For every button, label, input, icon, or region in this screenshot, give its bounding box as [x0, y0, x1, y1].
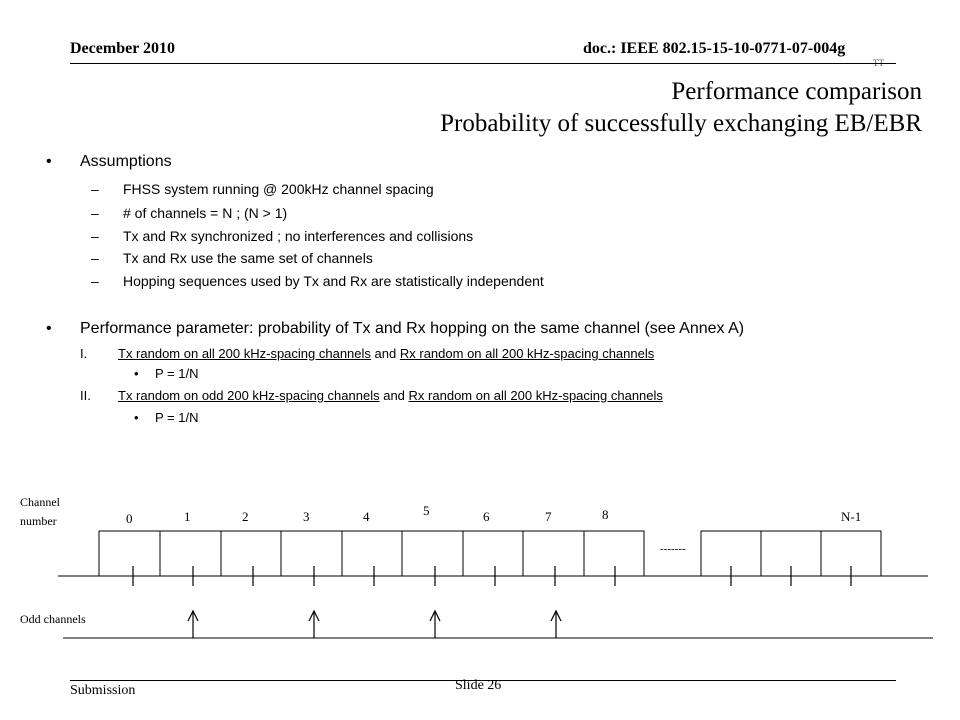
odd-channel-arrow-icon [430, 611, 440, 638]
case-numeral: I. [80, 346, 88, 361]
channel-number: 3 [303, 509, 310, 524]
channel-number: 0 [126, 511, 133, 526]
channel-box [584, 531, 644, 576]
header-date: December 2010 [70, 40, 175, 57]
dash-marker: – [91, 250, 99, 266]
channel-number: 2 [242, 509, 249, 524]
case-2-and: and [383, 388, 405, 403]
channel-ellipsis: ------- [660, 543, 686, 555]
odd-channel-arrow-icon [309, 611, 319, 638]
footer-slide-number: Slide 26 [455, 678, 502, 693]
slide-title-line2: Probability of successfully exchanging EB/EBR [440, 110, 922, 137]
channel-box [463, 531, 523, 576]
header-doc-id: doc.: IEEE 802.15-15-10-0771-07-004g [583, 40, 846, 57]
channel-box [402, 531, 463, 576]
assumption-item: Tx and Rx use the same set of channels [123, 250, 373, 266]
bullet-dot: • [46, 153, 52, 170]
channel-box [523, 531, 584, 576]
bullet-dot: • [46, 320, 52, 337]
channel-label-line2: number [20, 514, 57, 528]
dash-marker: – [91, 273, 99, 289]
assumption-item: Hopping sequences used by Tx and Rx are statistically independent [123, 273, 544, 289]
channel-number: 4 [363, 509, 370, 524]
case-1-and: and [374, 346, 397, 361]
case-1-tx: Tx random on all 200 kHz-spacing channels [118, 346, 371, 361]
channel-box [221, 531, 281, 576]
channel-label-line1: Channel [20, 495, 60, 509]
case-2-tx: Tx random on odd 200 kHz-spacing channels [118, 388, 380, 403]
case-1-result: P = 1/N [155, 366, 199, 381]
assumption-item: FHSS system running @ 200kHz channel spacing [123, 181, 434, 197]
sub-bullet-dot: • [134, 410, 139, 425]
dash-marker: – [91, 228, 99, 244]
assumptions-heading: Assumptions [80, 153, 172, 170]
case-numeral: II. [80, 388, 91, 403]
channel-number: 6 [483, 509, 490, 524]
odd-channel-arrow-icon [551, 611, 561, 638]
footer-submission: Submission [70, 683, 136, 698]
slide-title-line1: Performance comparison [671, 78, 922, 105]
performance-heading: Performance parameter: probability of Tx and Rx hopping on the same channel (see Annex A) [80, 320, 745, 337]
odd-channel-arrow-icon [188, 611, 198, 638]
channel-box [99, 531, 160, 576]
header-revision-mark: TT [873, 58, 884, 68]
case-2-rx: Rx random on all 200 kHz-spacing channels [408, 388, 663, 403]
dash-marker: – [91, 181, 99, 197]
channel-box [342, 531, 402, 576]
channel-number: 7 [545, 509, 552, 524]
assumption-item: # of channels = N ; (N > 1) [123, 205, 288, 221]
odd-channels-label: Odd channels [20, 612, 86, 626]
channel-number: 1 [184, 509, 191, 524]
channel-box [281, 531, 342, 576]
sub-bullet-dot: • [134, 366, 139, 381]
dash-marker: – [91, 205, 99, 221]
assumption-item: Tx and Rx synchronized ; no interferences and collisions [123, 228, 474, 244]
channel-number-last: N-1 [841, 509, 862, 524]
case-2-result: P = 1/N [155, 410, 199, 425]
case-1-rx: Rx random on all 200 kHz-spacing channels [399, 346, 655, 361]
channel-box [160, 531, 221, 576]
channel-number: 5 [423, 503, 430, 518]
channel-number: 8 [602, 507, 609, 522]
